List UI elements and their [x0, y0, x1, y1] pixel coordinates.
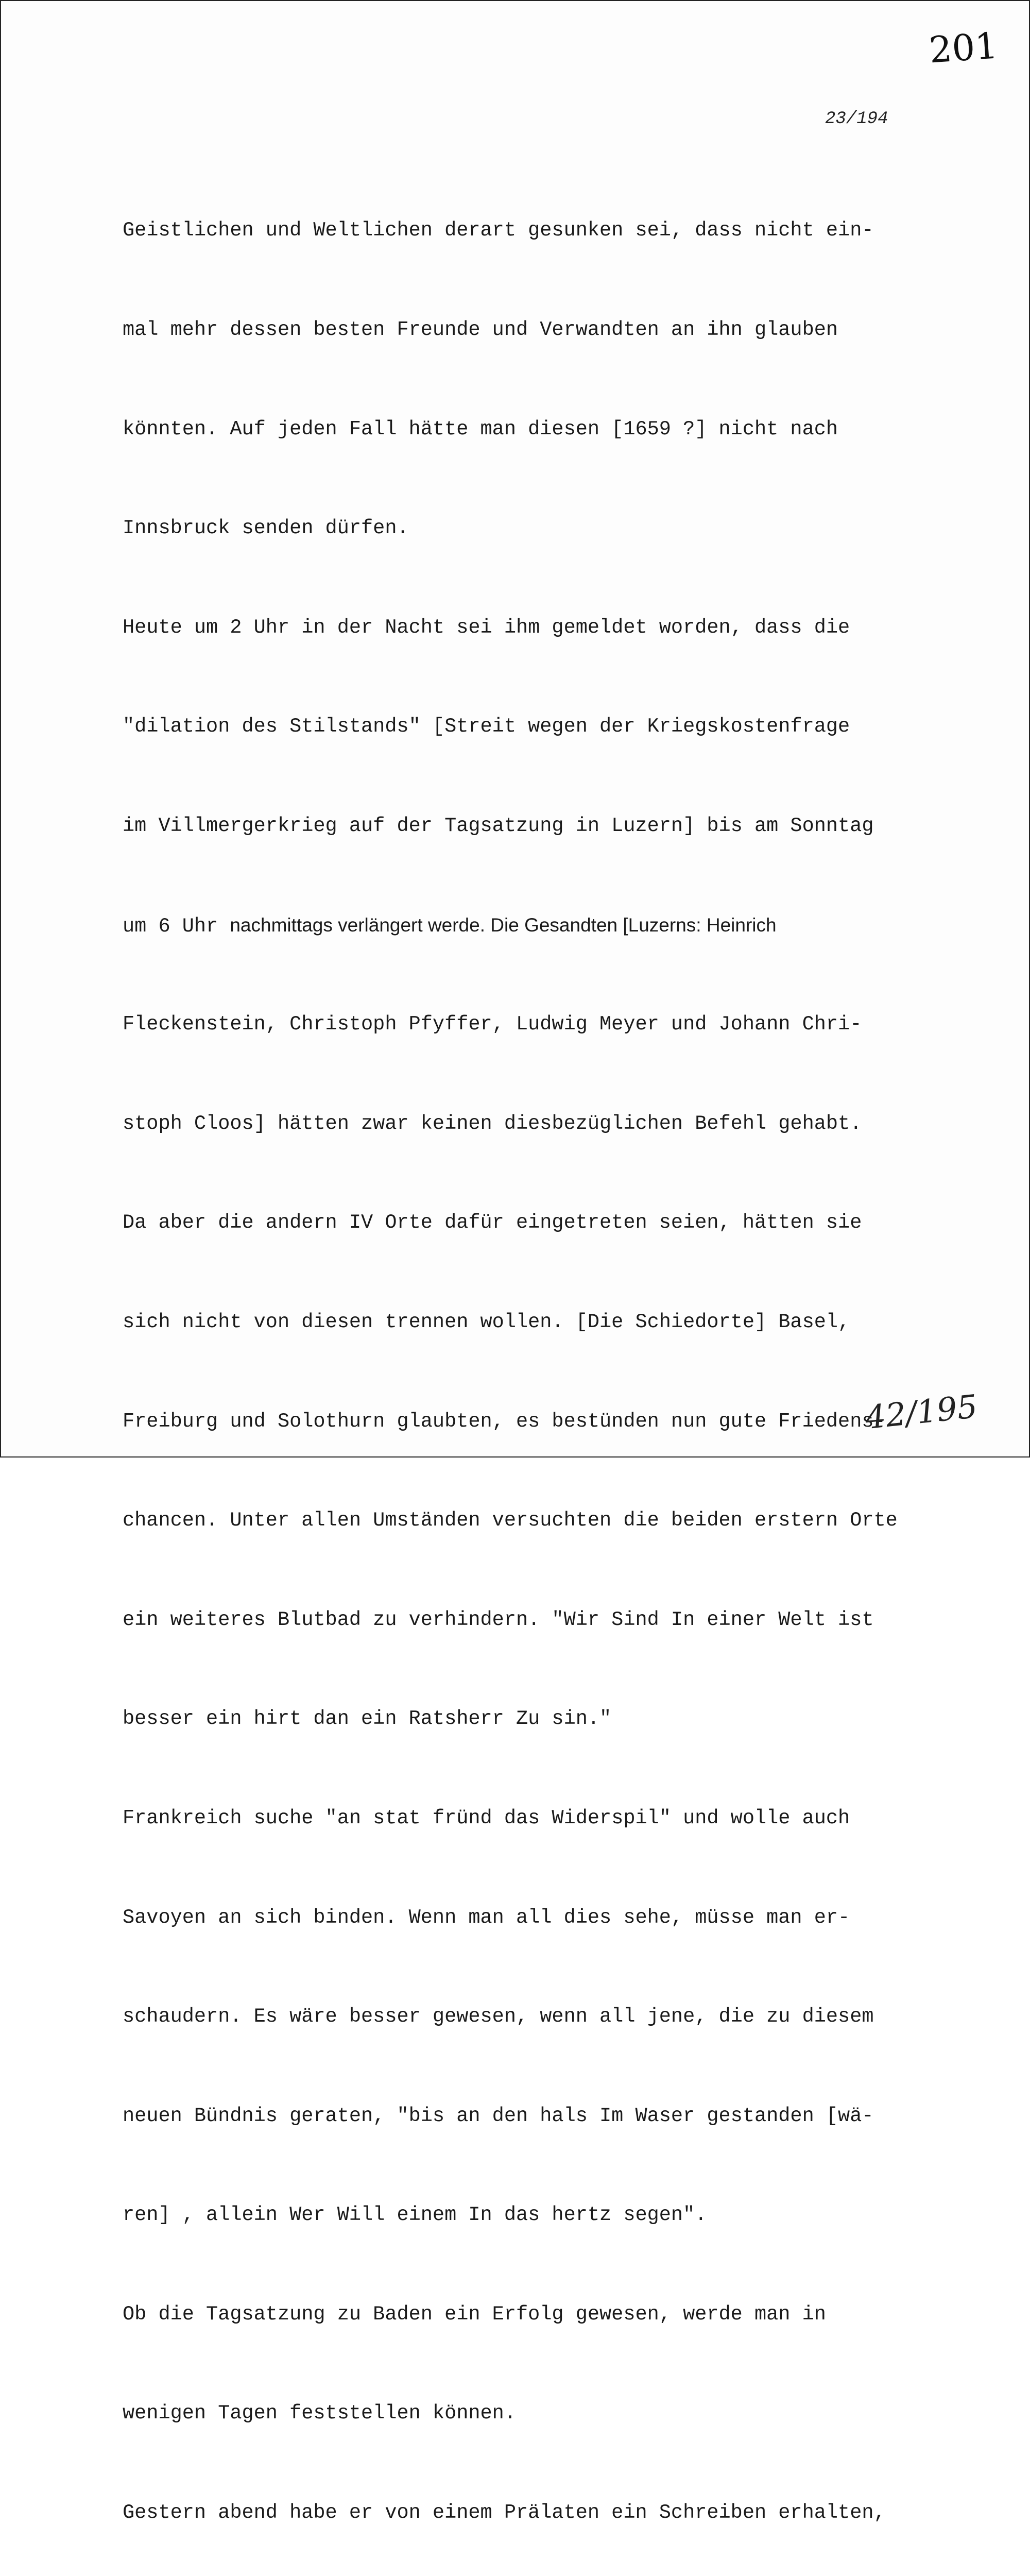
text-line: mal mehr dessen besten Freunde und Verwandten an ihn glauben — [123, 318, 838, 341]
text-line: "dilation des Stilstands" [Streit wegen der Kriegskostenfrage — [123, 715, 850, 738]
archive-number: 23/194 — [825, 109, 888, 129]
text-line: ein weiteres Blutbad zu verhindern. "Wir Sind In einer Welt ist — [123, 1608, 874, 1631]
text-line: neuen Bündnis geraten, "bis an den hals Im Waser gestanden [wä- — [123, 2104, 874, 2127]
text-line: besser ein hirt dan ein Ratsherr Zu sin." — [123, 1707, 612, 1731]
text-line: schaudern. Es wäre besser gewesen, wenn all jene, die zu diesem — [123, 2005, 874, 2028]
text-line: Gestern abend habe er von einem Prälaten ein Schreiben erhalten, — [123, 2501, 886, 2524]
text-line: stoph Cloos] hätten zwar keinen diesbezüglichen Befehl gehabt. — [123, 1112, 862, 1135]
text-line: Heute um 2 Uhr in der Nacht sei ihm gemeldet worden, dass die — [123, 616, 850, 639]
text-line: Freiburg und Solothurn glaubten, es bestünden nun gute Friedens- — [123, 1410, 886, 1433]
text-line: im Villmergerkrieg auf der Tagsatzung in Luzern] bis am Sonntag — [123, 814, 874, 837]
text-line: Geistlichen und Weltlichen derart gesunken sei, dass nicht ein- — [123, 219, 874, 242]
text-line-start: um 6 Uhr — [123, 914, 230, 938]
text-line: könnten. Auf jeden Fall hätte man diesen [1659 ?] nicht nach — [123, 417, 838, 440]
handwritten-page-mark: 42/195 — [863, 1387, 980, 1437]
text-line: Ob die Tagsatzung zu Baden ein Erfolg gewesen, werde man in — [123, 2302, 826, 2326]
text-line: Da aber die andern IV Orte dafür eingetreten seien, hätten sie — [123, 1211, 862, 1234]
typed-text-body — [123, 148, 1008, 2576]
text-line: Fleckenstein, Christoph Pfyffer, Ludwig Meyer und Johann Chri- — [123, 1013, 862, 1036]
text-line: Frankreich suche "an stat fründ das Widerspil" und wolle auch — [123, 1806, 850, 1829]
text-line: ren] , allein Wer Will einem In das hertz segen". — [123, 2204, 707, 2227]
text-line: wenigen Tagen feststellen können. — [123, 2402, 516, 2425]
text-line-with-correction — [123, 909, 1008, 942]
text-line: Savoyen an sich binden. Wenn man all dies sehe, müsse man er- — [123, 1906, 850, 1929]
pasted-correction-strip: nachmittags verlängert werde. Die Gesandten [Luzerns: Heinrich — [230, 914, 777, 936]
text-line: sich nicht von diesen trennen wollen. [Die Schiedorte] Basel, — [123, 1310, 850, 1333]
text-line: chancen. Unter allen Umständen versuchten die beiden erstern Orte — [123, 1509, 898, 1532]
text-line: Innsbruck senden dürfen. — [123, 517, 409, 540]
handwritten-folio-number: 201 — [928, 24, 1000, 72]
